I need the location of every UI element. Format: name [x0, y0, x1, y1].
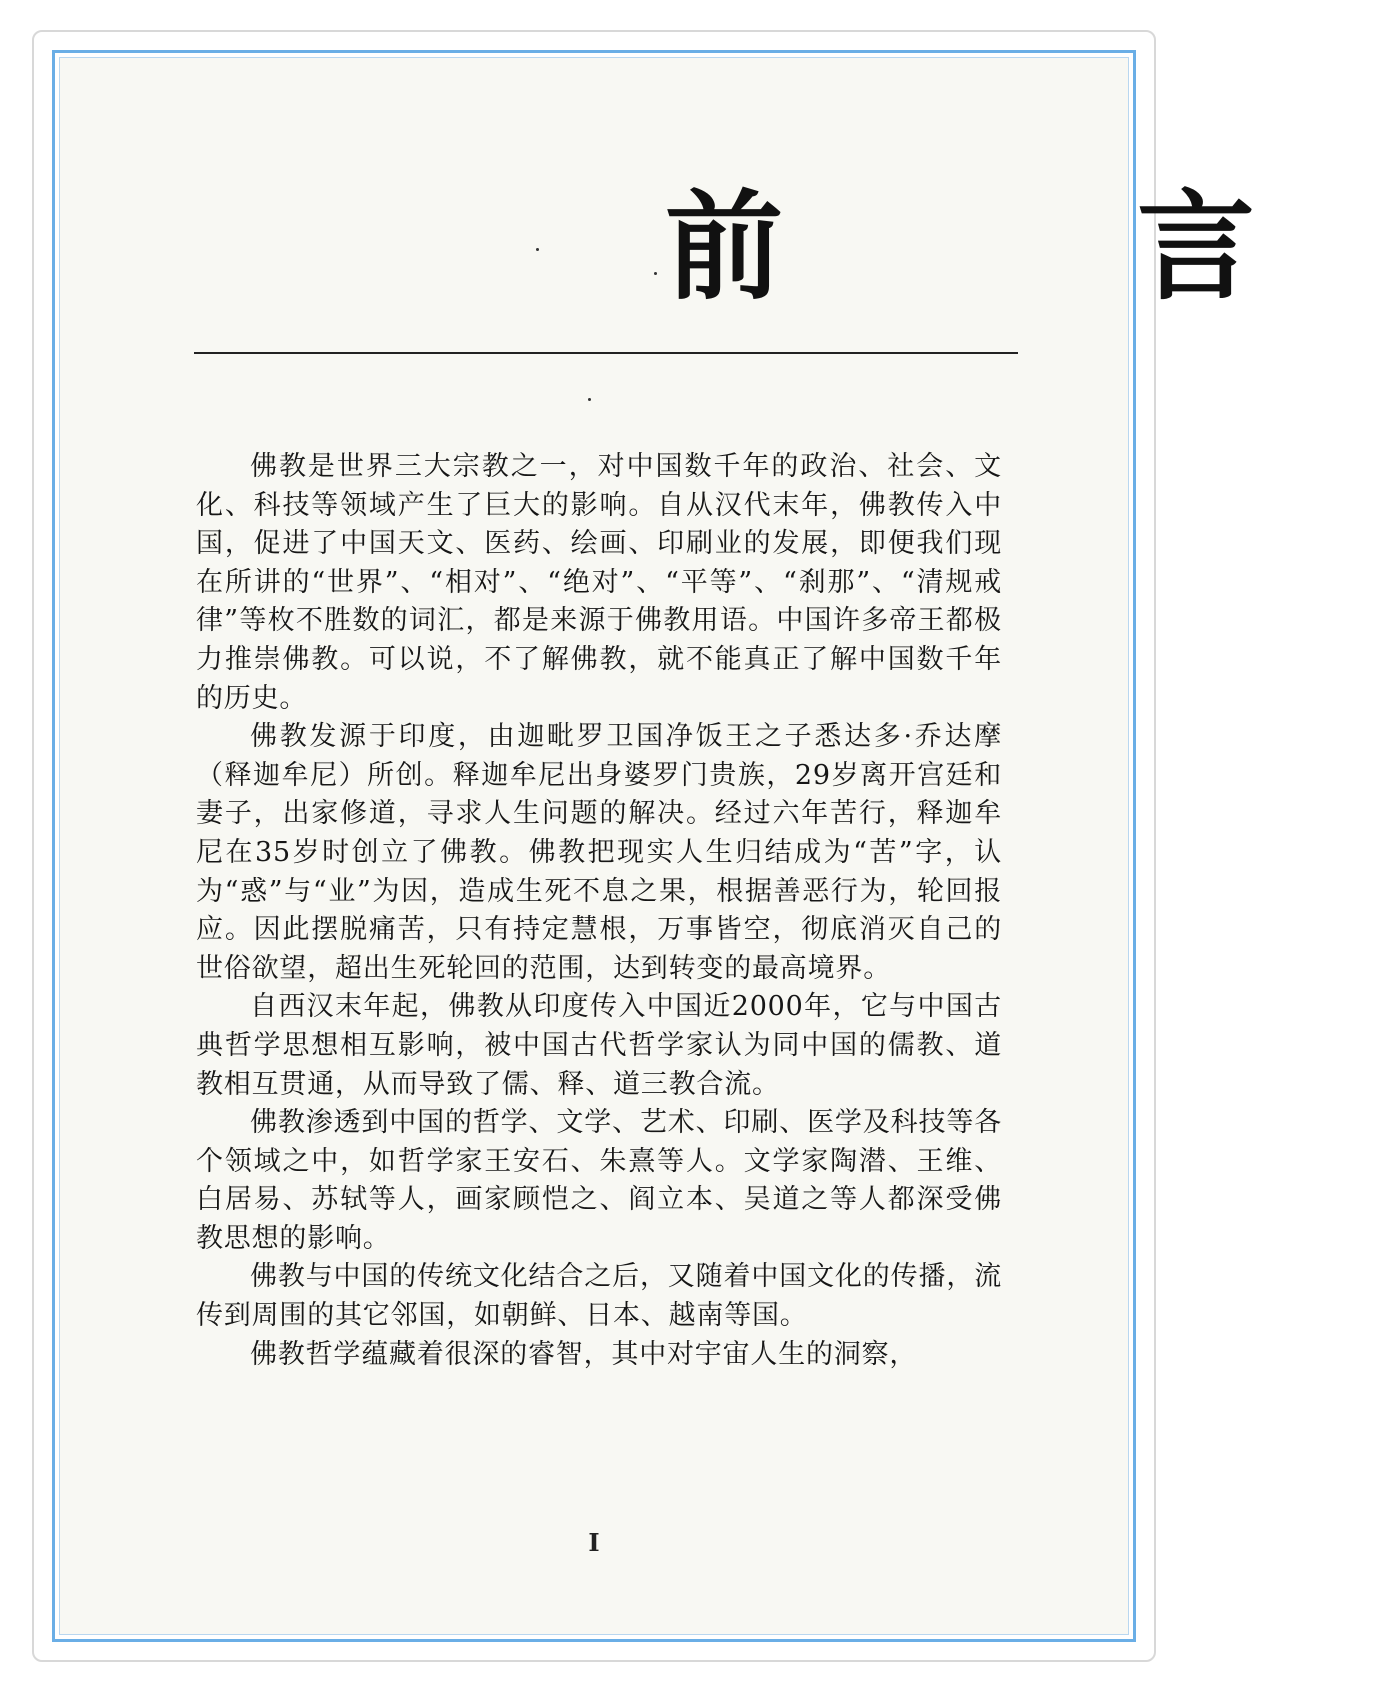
preface-body [196, 448, 1002, 1374]
paragraph: 佛教哲学蕴藏着很深的睿智，其中对宇宙人生的洞察， [250, 1338, 918, 1370]
scan-speck [654, 272, 657, 275]
page-number: I [588, 1528, 600, 1557]
page-title: 前 言 [665, 177, 1373, 316]
paragraph: 自西汉末年起，佛教从印度传入中国近2000年，它与中国古典哲学思想相互影响，被中国古代哲学家认为同中国的儒教、道教相互贯通，从而导致了儒、释、道三教合流。 [196, 991, 1002, 1100]
paragraph: 佛教渗透到中国的哲学、文学、艺术、印刷、医学及科技等各个领域之中，如哲学家王安石、朱熹等人。文学家陶潜、王维、白居易、苏轼等人，画家顾恺之、阎立本、吴道之等人都深受佛教思想的影响。 [196, 1107, 1002, 1254]
title-divider [194, 352, 1018, 354]
paragraph: 佛教发源于印度，由迦毗罗卫国净饭王之子悉达多·乔达摩（释迦牟尼）所创。释迦牟尼出身婆罗门贵族，29岁离开宫廷和妻子，出家修道，寻求人生问题的解决。经过六年苦行，释迦牟尼在35岁时创立了佛教。佛教把现实人生归结成为“苦”字，认为“惑”与“业”为因，造成生死不息之果，根据善恶行为，轮回报应。因此摆脱痛苦，只有持定慧根，万事皆空，彻底消灭自己的世俗欲望，超出生死轮回的范围，达到转变的最高境界。 [196, 721, 1002, 984]
paragraph: 佛教与中国的传统文化结合之后，又随着中国文化的传播，流传到周围的其它邻国，如朝鲜、日本、越南等国。 [196, 1261, 1002, 1332]
scan-speck [588, 398, 591, 401]
scan-speck [536, 248, 539, 251]
paragraph: 佛教是世界三大宗教之一，对中国数千年的政治、社会、文化、科技等领域产生了巨大的影响。自从汉代末年，佛教传入中国，促进了中国天文、医药、绘画、印刷业的发展，即便我们现在所讲的“世界”、“相对”、“绝对”、“平等”、“刹那”、“清规戒律”等枚不胜数的词汇，都是来源于佛教用语。中国许多帝王都极力推崇佛教。可以说，不了解佛教，就不能真正了解中国数千年的历史。 [196, 451, 1002, 714]
